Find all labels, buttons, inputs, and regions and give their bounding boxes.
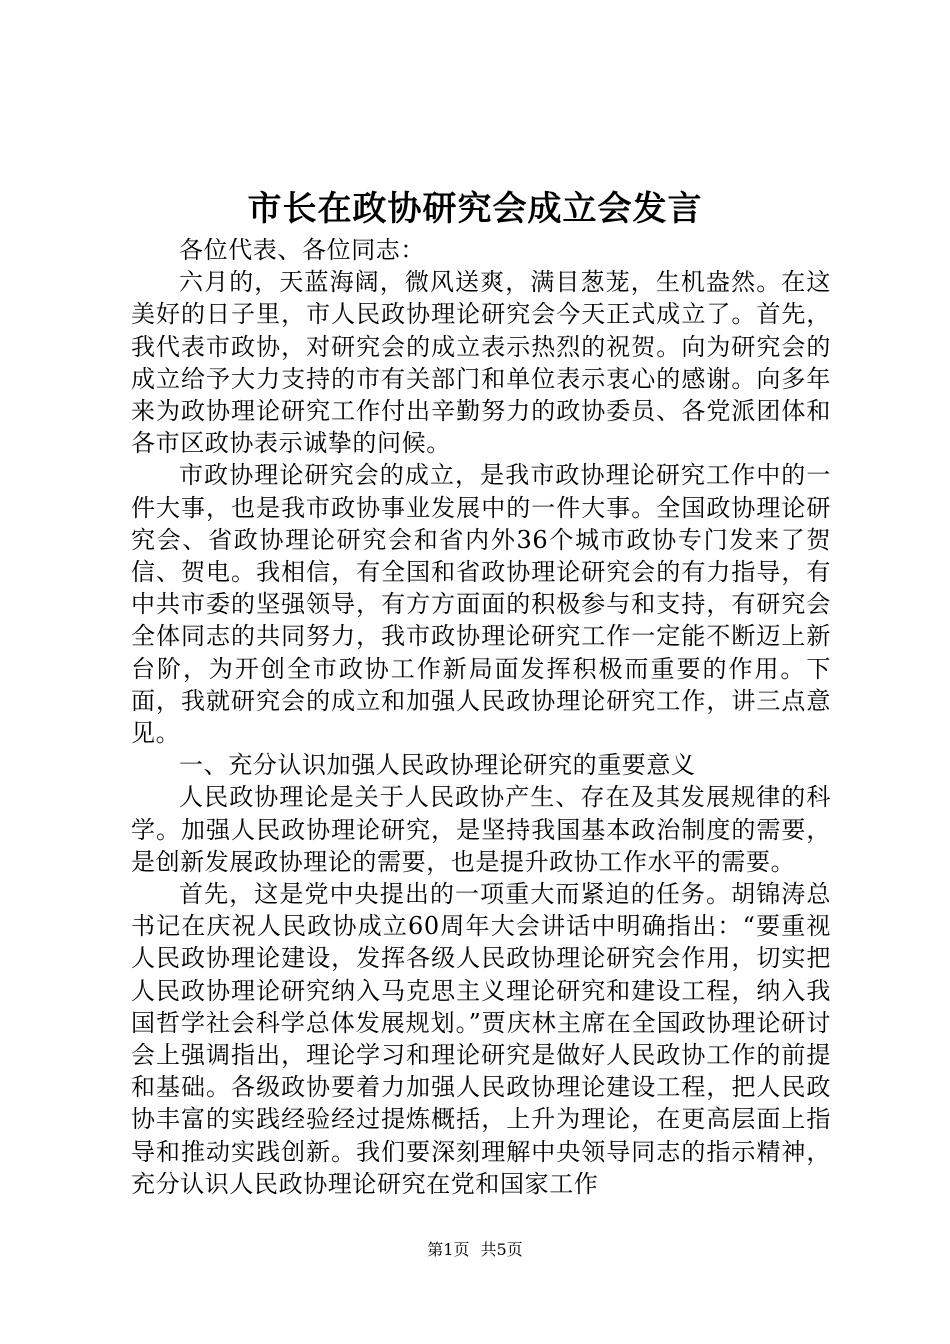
page-total: 共5页 xyxy=(480,1240,523,1259)
body-paragraph: 六月的，天蓝海阔，微风送爽，满目葱茏，生机盎然。在这美好的日子里，市人民政协理论研究会今天正式成立了。首先，我代表市政协，对研究会的成立表示热烈的祝贺。向为研究会的成立给予大力支持的市有关部门和单位表示衷心的感谢。向多年来为政协理论研究工作付出辛勤努力的政协委员、各党派团体和各市区政协表示诚挚的问候。 xyxy=(131,268,831,458)
section-heading: 一、充分认识加强人民政协理论研究的重要意义 xyxy=(179,751,696,780)
page-footer xyxy=(0,1238,950,1262)
document-title: 市长在政协研究会成立会发言 xyxy=(247,189,703,229)
body-paragraph: 市政协理论研究会的成立，是我市政协理论研究工作中的一件大事，也是我市政协事业发展中的一件大事。全国政协理论研究会、省政协理论研究会和省内外36个城市政协专门发来了贺信、贺电。我相信，有全国和省政协理论研究会的有力指导，有中共市委的坚强领导，有方方面面的积极参与和支持，有研究会全体同志的共同努力，我市政协理论研究工作一定能不断迈上新台阶，为开创全市政协工作新局面发挥积极而重要的作用。下面，我就研究会的成立和加强人民政协理论研究工作，讲三点意见。 xyxy=(131,461,831,748)
document-body xyxy=(131,234,831,1200)
salutation-paragraph: 各位代表、各位同志： xyxy=(179,236,425,264)
body-paragraph: 人民政协理论是关于人民政协产生、存在及其发展规律的科学。加强人民政协理论研究，是坚持我国基本政治制度的需要，是创新发展政协理论的需要，也是提升政协工作水平的需要。 xyxy=(131,783,831,876)
page-number: 第1页 xyxy=(427,1240,470,1259)
body-paragraph: 首先，这是党中央提出的一项重大而紧迫的任务。胡锦涛总书记在庆祝人民政协成立60周年大会讲话中明确指出：“要重视人民政协理论建设，发挥各级人民政协理论研究会作用，切实把人民政协理论研究纳入马克思主义理论研究和建设工程，纳入我国哲学社会科学总体发展规划。”贾庆林主席在全国政协理论研讨会上强调指出，理论学习和理论研究是做好人民政协工作的前提和基础。各级政协要着力加强人民政协理论建设工程，把人民政协丰富的实践经验经过提炼概括，上升为理论，在更高层面上指导和推动实践创新。我们要深刻理解中央领导同志的指示精神，充分认识人民政协理论研究在党和国家工作 xyxy=(131,880,831,1198)
